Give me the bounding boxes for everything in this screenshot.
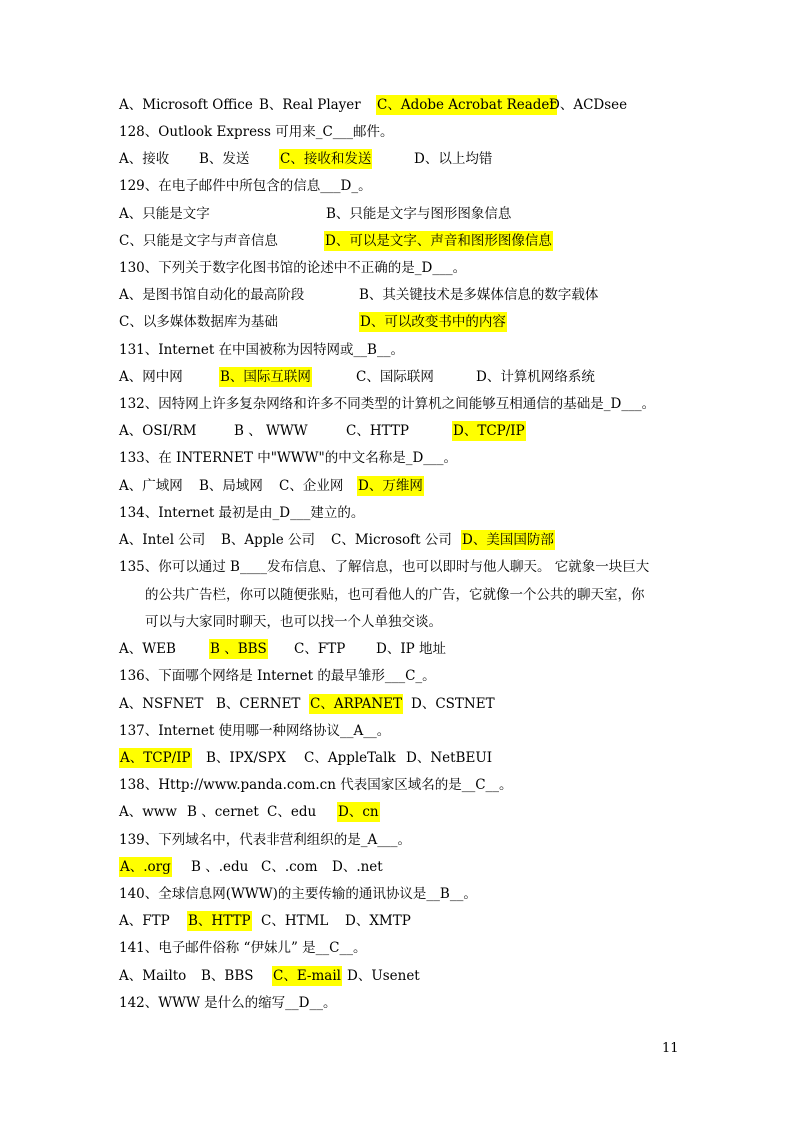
answer-option: A、广域网 xyxy=(119,478,183,494)
answer-option-highlighted: D、可以改变书中的内容 xyxy=(360,314,506,330)
answer-option: A、FTP xyxy=(119,913,170,929)
question-text: 142、WWW 是什么的缩写__D__。 xyxy=(119,995,337,1011)
answer-option: B、发送 xyxy=(199,151,250,167)
answer-option: B、局域网 xyxy=(199,478,263,494)
answer-option: D、Usenet xyxy=(347,968,420,984)
question-text: 130、下列关于数字化图书馆的论述中不正确的是_D___。 xyxy=(119,260,467,276)
answer-option: B 、 WWW xyxy=(234,423,308,439)
answer-option-highlighted: B、HTTP xyxy=(188,913,251,929)
answer-option: A、Microsoft Office xyxy=(119,97,253,113)
answer-option: A、Intel 公司 xyxy=(119,532,206,548)
question-text: 139、下列域名中，代表非营利组织的是_A___。 xyxy=(119,832,412,848)
question-text: 128、Outlook Express 可用来_C___邮件。 xyxy=(119,124,394,140)
answer-option: D、XMTP xyxy=(345,913,411,929)
answer-option: A、是图书馆自动化的最高阶段 xyxy=(119,287,305,303)
answer-option: C、edu xyxy=(267,804,317,820)
answer-option: D、IP 地址 xyxy=(376,641,447,657)
answer-option-highlighted: D、万维网 xyxy=(358,478,423,494)
answer-option: B、IPX/SPX xyxy=(206,750,286,766)
answer-option: C、FTP xyxy=(294,641,346,657)
answer-option-highlighted: C、E-mail xyxy=(273,968,341,984)
answer-option: B、Apple 公司 xyxy=(221,532,316,548)
answer-option: B、只能是文字与图形图象信息 xyxy=(326,206,512,222)
question-continuation: 可以与大家同时聊天，也可以找一个人单独交谈。 xyxy=(145,614,442,630)
answer-option: D、以上均错 xyxy=(414,151,493,167)
answer-option-highlighted: D、TCP/IP xyxy=(453,423,525,439)
answer-option: B、BBS xyxy=(201,968,254,984)
answer-option: C、企业网 xyxy=(279,478,344,494)
question-text: 131、Internet 在中国被称为因特网或__B__。 xyxy=(119,342,404,358)
answer-option: B 、.edu xyxy=(191,859,249,875)
question-text: 141、电子邮件俗称 “伊妹儿” 是__C__。 xyxy=(119,940,367,956)
answer-option-highlighted: C、ARPANET xyxy=(310,696,403,712)
answer-option-highlighted: D、可以是文字、声音和图形图像信息 xyxy=(325,233,552,249)
answer-option: C、HTTP xyxy=(346,423,409,439)
answer-option-highlighted: A、TCP/IP xyxy=(120,750,191,766)
answer-option: D、计算机网络系统 xyxy=(476,369,595,385)
answer-option: A、OSI/RM xyxy=(119,423,197,439)
answer-option: D、CSTNET xyxy=(411,696,495,712)
question-continuation: 的公共广告栏，你可以随便张贴，也可看他人的广告，它就像一个公共的聊天室，你 xyxy=(145,587,645,603)
question-text: 136、下面哪个网络是 Internet 的最早雏形___C_。 xyxy=(119,668,436,684)
question-text: 137、Internet 使用哪一种网络协议__A__。 xyxy=(119,723,391,739)
answer-option-highlighted: D、cn xyxy=(338,804,379,820)
answer-option-highlighted: B 、BBS xyxy=(210,641,267,657)
answer-option: A、www xyxy=(119,804,177,820)
answer-option: D、ACDsee xyxy=(549,97,628,113)
question-text: 135、你可以通过 B____发布信息、了解信息，也可以即时与他人聊天。 它就象一块巨大 xyxy=(119,559,650,575)
answer-option: A、Mailto xyxy=(119,968,187,984)
answer-option: B、Real Player xyxy=(259,97,361,113)
answer-option: D、.net xyxy=(332,859,383,875)
question-text: 140、全球信息网(WWW)的主要传输的通讯协议是__B__。 xyxy=(119,886,477,902)
answer-option: A、NSFNET xyxy=(119,696,204,712)
page-number: 11 xyxy=(662,1041,679,1056)
answer-option: B、其关键技术是多媒体信息的数字载体 xyxy=(359,287,599,303)
answer-option-highlighted: A、.org xyxy=(120,859,171,875)
question-text: 129、在电子邮件中所包含的信息___D_。 xyxy=(119,178,372,194)
answer-option: A、只能是文字 xyxy=(119,206,210,222)
answer-option: C、AppleTalk xyxy=(304,750,396,766)
question-text: 132、因特网上许多复杂网络和许多不同类型的计算机之间能够互相通信的基础是_D___。 xyxy=(119,396,656,412)
answer-option: A、WEB xyxy=(119,641,176,657)
answer-option: C、以多媒体数据库为基础 xyxy=(119,314,278,330)
answer-option-highlighted: C、Adobe Acrobat Reader xyxy=(377,97,556,113)
answer-option: A、接收 xyxy=(119,151,170,167)
question-text: 133、在 INTERNET 中"WWW"的中文名称是_D___。 xyxy=(119,450,458,466)
answer-option: C、Microsoft 公司 xyxy=(331,532,452,548)
answer-option-highlighted: D、美国国防部 xyxy=(462,532,554,548)
answer-option: A、网中网 xyxy=(119,369,183,385)
answer-option: C、只能是文字与声音信息 xyxy=(119,233,278,249)
answer-option: C、HTML xyxy=(261,913,329,929)
answer-option: C、.com xyxy=(261,859,318,875)
answer-option: B、CERNET xyxy=(216,696,301,712)
answer-option: D、NetBEUI xyxy=(406,750,493,766)
answer-option-highlighted: B、国际互联网 xyxy=(220,369,311,385)
question-text: 134、Internet 最初是由_D___建立的。 xyxy=(119,505,365,521)
question-text: 138、Http://www.panda.com.cn 代表国家区域名的是__C__。 xyxy=(119,777,513,793)
answer-option: C、国际联网 xyxy=(356,369,434,385)
answer-option: B 、cernet xyxy=(187,804,259,820)
answer-option-highlighted: C、接收和发送 xyxy=(280,151,372,167)
